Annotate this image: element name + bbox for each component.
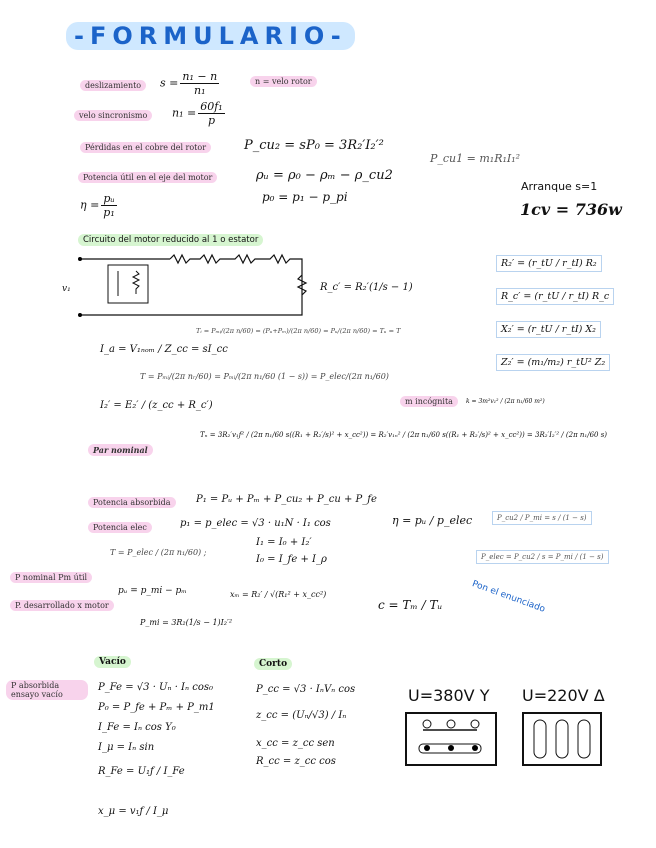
equivalent-circuit-diagram	[70, 245, 330, 323]
corto-line: P_cc = √3 · IₙVₙ cos	[256, 684, 356, 695]
delta-label: U=220V Δ	[522, 686, 605, 705]
vacio-heading: Vacío	[94, 656, 131, 668]
rc-formula: R_c′ = R₂′(1/s − 1)	[320, 282, 413, 293]
torque-elec-formula: T = P_elec / (2π n₁/60) ;	[110, 548, 207, 557]
pmi-formula: P_mi = 3R₂(1/s − 1)I₂′²	[140, 618, 233, 627]
corto-line: z_cc = (Uₙ/√3) / Iₙ	[256, 710, 347, 721]
corto-heading: Corto	[254, 658, 292, 670]
sync-label: velo sincronismo	[74, 110, 152, 121]
c-formula: c = Tₘ / Tᵤ	[378, 598, 443, 612]
vacio-line: P_Fe = √3 · Uₙ · Iₙ cos₀	[98, 682, 214, 693]
x2-ratio-box: X₂′ = (r_tU / r_tI) X₂	[496, 321, 601, 338]
pcu2-ratio-box: P_cu2 / P_mi = s / (1 − s)	[492, 511, 592, 525]
absorbed-power-label: Potencia absorbida	[88, 497, 176, 508]
vacio-line: P₀ = P_fe + Pₘ + P_m1	[98, 702, 215, 713]
vacio-line: x_μ = v₁ƒ / I_μ	[98, 806, 169, 817]
pelec-box: P_elec = P_cu2 / s = P_mi / (1 − s)	[476, 550, 609, 564]
rotor-speed-note: n = velo rotor	[250, 76, 317, 87]
sync-formula: n₁ = $\frac{\text{60f₁}}{p}$	[172, 100, 223, 127]
start-label: Arranque s=1	[521, 180, 598, 193]
k-formula: k = 3m²v₁² / (2π n₁/60 m²)	[466, 398, 545, 405]
rc-ratio-box: R_c′ = (r_tU / r_tI) R_c	[496, 288, 614, 305]
developed-power-label: P. desarrollado x motor	[10, 600, 114, 611]
v1-label: v₁	[62, 284, 71, 294]
useful-formula: ρᵤ = ρ₀ − ρₘ − ρ_cu2	[256, 168, 393, 183]
xm-formula: xₘ = R₂′ / √(R₁² + x_cc²)	[230, 590, 327, 599]
slip-formula: s = $\frac{\text{n₁ − n}}{\text{n₁}}$	[160, 70, 218, 97]
p0-formula: p₀ = p₁ − p_pi	[262, 190, 348, 204]
vacio-line: I_Fe = Iₙ cos Y₀	[98, 722, 176, 733]
circuit-label: Circuito del motor reducido al 1 o estator	[78, 234, 263, 246]
useful-power-formula: pᵤ = p_mi − pₘ	[118, 586, 187, 596]
handwritten-note: Pon el enunciado	[470, 579, 547, 615]
vacio-line: R_Fe = U₁ƒ / I_Fe	[98, 766, 185, 777]
wye-label: U=380V Y	[408, 686, 490, 705]
absorbed-power-formula: P₁ = Pᵤ + Pₘ + P_cu₂ + P_cu + P_fe	[196, 494, 377, 505]
copper-label: Pérdidas en el cobre del rotor	[80, 142, 211, 153]
cv-formula: 1cv = 736w	[520, 200, 622, 219]
elec-power-formula: p₁ = p_elec = √3 · u₁N · I₁ cos	[180, 518, 331, 529]
vacio-line: I_μ = Iₙ sin	[98, 742, 155, 753]
internal-torque-formula: Tᵢ = Pₘᵢ/(2π n/60) = (Pᵤ+Pₘ)/(2π n/60) = Pᵤ/(2π n/60) = Tᵤ = T	[196, 327, 401, 335]
z2-ratio-box: Z₂′ = (m₁/m₂) r_tU² Z₂	[496, 354, 610, 371]
copper-formula: P_cu₂ = sP₀ = 3R₂′I₂′²	[244, 138, 384, 153]
delta-terminal-box-diagram	[522, 712, 602, 766]
pcu1-formula: P_cu1 = m₁R₁I₁²	[430, 152, 521, 165]
slip-label: deslizamiento	[80, 80, 146, 91]
wye-terminal-box-diagram	[405, 712, 497, 766]
i0-formula: I₀ = I_fe + I_ρ	[256, 554, 327, 565]
i1-formula: I₁ = I₀ + I₂′	[256, 537, 312, 548]
efficiency-elec-formula: η = pᵤ / p_elec	[392, 514, 473, 527]
elec-power-label: Potencia elec	[88, 522, 152, 533]
corto-line: R_cc = z_cc cos	[256, 756, 336, 767]
torque-formula: T = Pₘᵢ/(2π nᵣ/60) = Pₘᵢ/(2π n₁/60 (1 − s)) = P_elec/(2π n₁/60)	[140, 372, 389, 381]
nominal-torque-formula: Tₙ = 3R₂′v₁ƒ² / (2π n₁/60 s((R₁ + R₂′/s)² + x_cc²)) = R₂′v₁ₙ² / (2π n₁/60 s((R₁ + R₂′/s)² + x_cc²)) = 3R₂′I₂′² / (2π n₁/60 s)	[200, 431, 608, 439]
efficiency-formula: η = $\frac{\text{pᵤ}}{\text{p₁}}$	[80, 192, 115, 219]
r2-ratio-box: R₂′ = (r_tU / r_tI) R₂	[496, 255, 602, 272]
vacio-side-label: P absorbida ensayo vacío	[6, 680, 88, 700]
nominal-power-label: P nominal Pm útil	[10, 572, 92, 583]
useful-label: Potencia útil en el eje del motor	[78, 172, 217, 183]
nominal-torque-label: Par nominal	[88, 444, 153, 456]
start-current-formula: I_a = V₁ₙₒₘ / Z_cc = sI_cc	[100, 344, 228, 355]
i2-formula: I₂′ = E₂′ / (z_cc + R_c′)	[100, 400, 213, 411]
corto-line: x_cc = z_cc sen	[256, 738, 335, 749]
m-unknown-label: m incógnita	[400, 396, 458, 407]
page-title: -FORMULARIO-	[66, 22, 355, 50]
